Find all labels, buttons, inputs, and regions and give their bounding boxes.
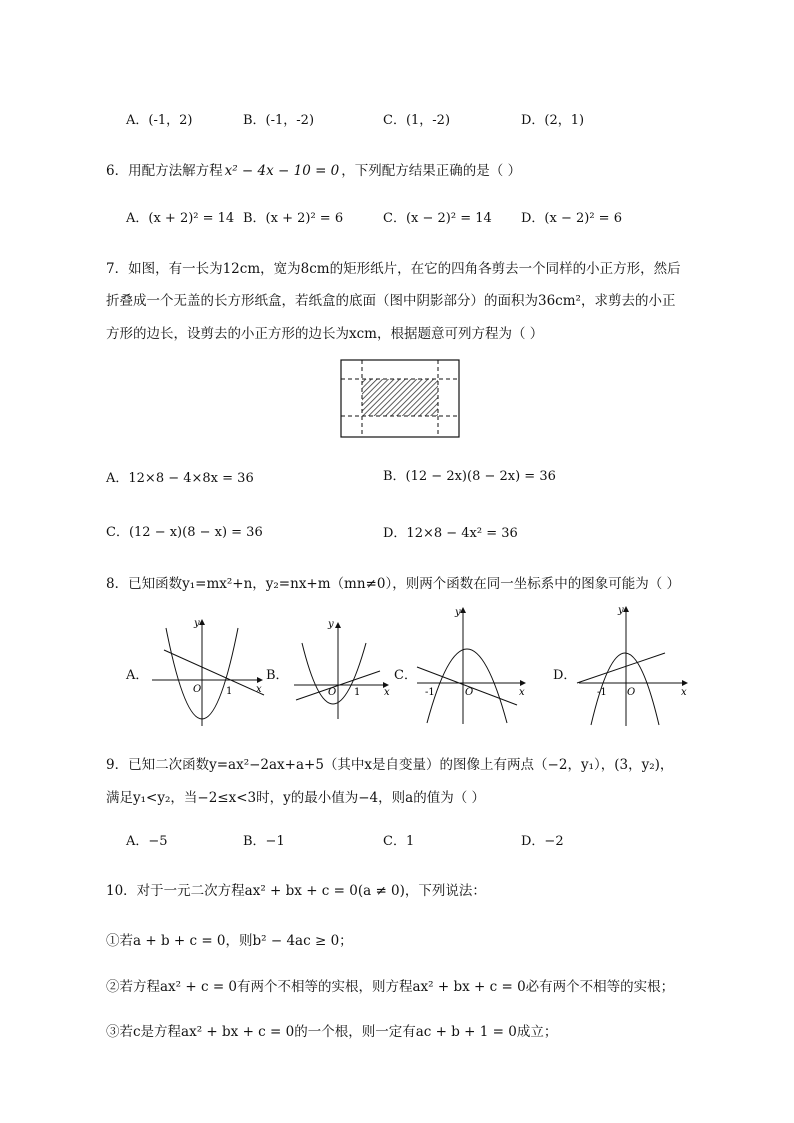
x-axis-label: x [681,687,687,698]
tick-label: 1 [226,686,233,697]
q8-label-d: D． [553,668,577,683]
q8-graph-b [288,615,394,720]
q9-option-d: D．−2 [521,834,564,849]
x-axis-label: x [519,687,525,698]
q5-option-c: C．(1，-2) [383,113,451,128]
q9-option-b: B．−1 [243,834,285,849]
q6-stem [106,159,521,179]
y-axis-label: y [194,618,200,629]
line [417,667,517,705]
q10-stem: 10．对于一元二次方程ax² + bx + c = 0(a ≠ 0)，下列说法： [106,883,486,899]
tick-label: -1 [425,687,435,698]
q9-option-c: C．1 [383,834,415,849]
q8-label-b: B． [266,668,289,683]
tick-label: 1 [354,687,361,698]
shaded-base [362,379,438,416]
q7-option-c: C．(12 − x)(8 − x) = 36 [106,525,263,540]
origin-label: O [328,687,337,698]
q6-option-c: C．(x − 2)² = 14 [383,211,492,226]
q9-option-a: A．−5 [126,834,168,849]
q7-line-2: 折叠成一个无盖的长方形纸盒，若纸盒的底面（图中阴影部分）的面积为36cm²，求剪去的小正 [106,293,676,309]
q6-option-b: B．(x + 2)² = 6 [243,211,344,226]
q5-option-b: B．(-1，-2) [243,113,315,128]
q8-stem: 8．已知函数y₁=mx²+n，y₂=nx+m（mn≠0），则两个函数在同一坐标系中的图象可能为（ ） [106,576,680,592]
y-axis-label: y [618,605,624,616]
q6-option-d: D．(x − 2)² = 6 [521,211,622,226]
q10-statement-1: ①若a + b + c = 0，则b² − 4ac ≥ 0； [106,933,353,949]
q10-statement-2: ②若方程ax² + c = 0有两个不相等的实根，则方程ax² + bx + c = 0必有两个不相等的实根； [106,979,675,995]
q7-option-b: B．(12 − 2x)(8 − 2x) = 36 [383,469,556,484]
q6-equation: x² − 4x − 10 = 0 [224,163,340,179]
tick-label: -1 [597,687,607,698]
q6-option-a: A．(x + 2)² = 14 [126,211,235,226]
x-axis-label: x [384,687,390,698]
line [577,653,665,683]
q5-option-a: A．(-1，2) [126,113,193,128]
q8-graph-a [150,600,268,728]
q6-stem-suffix: ，下列配方结果正确的是（ ） [341,163,522,179]
q10-statement-3: ③若c是方程ax² + bx + c = 0的一个根，则一定有ac + b + 1 = 0成立； [106,1024,558,1040]
q9-line-1: 9．已知二次函数y=ax²−2ax+a+5（其中x是自变量）的图像上有两点（−2，y₁），(3，y₂)， [106,757,674,773]
q7-option-d: D．12×8 − 4x² = 36 [383,526,518,541]
q7-line-1: 7．如图，有一长为12cm，宽为8cm的矩形纸片，在它的四角各剪去一个同样的小正方形，然后 [106,261,681,277]
origin-label: O [627,687,636,698]
q6-stem-prefix: 6．用配方法解方程 [106,163,223,179]
parabola [591,653,659,725]
q7-option-a: A．12×8 − 4×8x = 36 [106,471,254,486]
origin-label: O [193,684,202,695]
y-axis-label: y [455,607,461,618]
q7-line-3: 方形的边长，设剪去的小正方形的边长为xcm，根据题意可列方程为（ ） [106,326,544,342]
y-axis-label: y [328,619,334,630]
q7-paper-figure [340,359,462,439]
q5-option-d: D．(2，1) [521,113,585,128]
origin-label: O [465,687,474,698]
q8-label-a: A． [126,668,149,683]
line [164,650,264,695]
q8-label-c: C． [394,668,417,683]
q9-line-2: 满足y₁<y₂，当−2≤x<3时，y的最小值为−4，则a的值为（ ） [106,790,485,806]
x-axis-label: x [256,684,262,695]
q8-graph-d [575,603,691,727]
q8-graph-c [413,605,529,725]
